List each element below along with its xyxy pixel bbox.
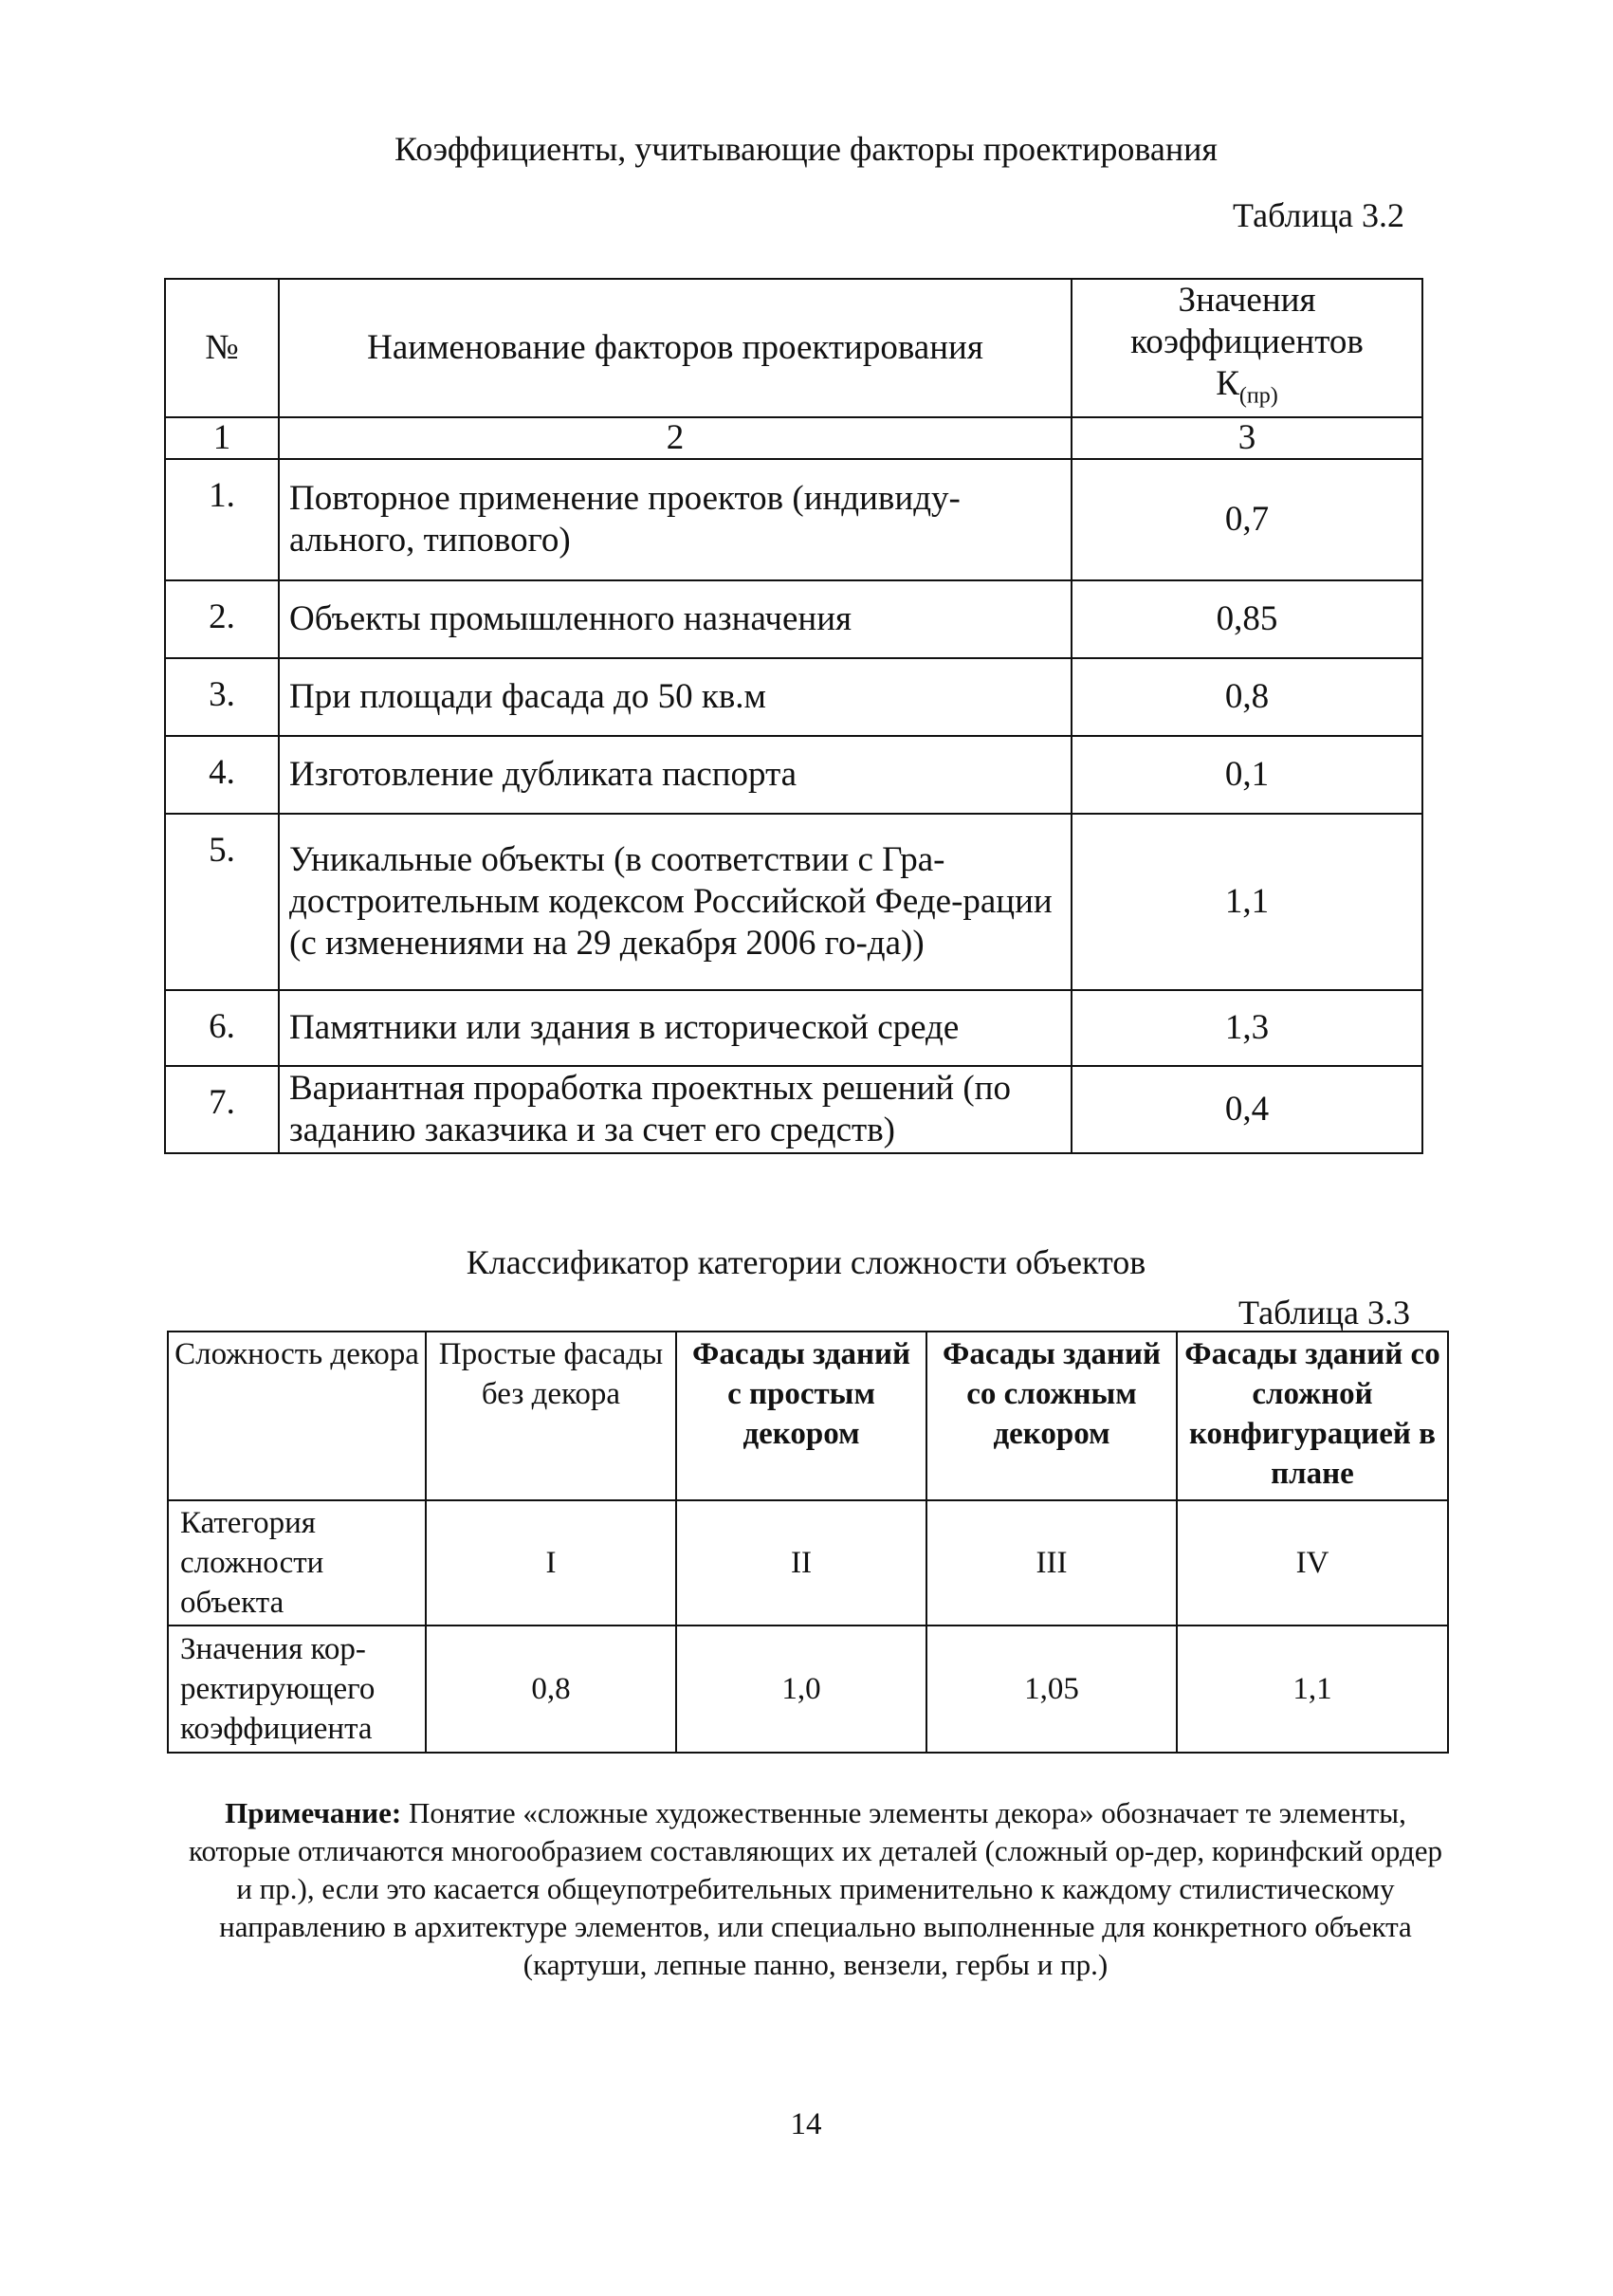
column-number: 2 xyxy=(279,417,1072,459)
header-column: Фасады зданий со сложной конфигурацией в плане xyxy=(1177,1332,1448,1500)
category-value: IV xyxy=(1177,1500,1448,1626)
row-no: 6. xyxy=(165,990,279,1066)
row-value: 0,85 xyxy=(1072,580,1422,658)
table2-header-row xyxy=(168,1332,1448,1500)
table1-title: Коэффициенты, учитывающие факторы проектирования xyxy=(394,130,1218,168)
coefficient-value: 1,1 xyxy=(1177,1626,1448,1753)
header-no: № xyxy=(165,279,279,417)
row-name: Повторное применение проектов (индивиду-ального, типового) xyxy=(279,459,1072,580)
table2-label: Таблица 3.3 xyxy=(1238,1294,1410,1332)
row-no: 2. xyxy=(165,580,279,658)
row-no: 5. xyxy=(165,814,279,990)
coefficient-value: 0,8 xyxy=(426,1626,676,1753)
coefficient-value: 1,0 xyxy=(676,1626,926,1753)
row-value: 0,7 xyxy=(1072,459,1422,580)
row-header-category: Категория сложности объекта xyxy=(168,1500,426,1626)
row-no: 7. xyxy=(165,1066,279,1153)
column-number: 3 xyxy=(1072,417,1422,459)
table-row xyxy=(165,580,1422,658)
row-value: 1,1 xyxy=(1072,814,1422,990)
table1-header-row xyxy=(165,279,1422,417)
note-label: Примечание: xyxy=(225,1796,402,1829)
table2-title: Классификатор категории сложности объектов xyxy=(466,1243,1146,1281)
table1-label: Таблица 3.2 xyxy=(1233,196,1404,234)
table-row xyxy=(165,736,1422,814)
header-column: Фасады зданий со сложным декором xyxy=(926,1332,1177,1500)
row-value: 0,4 xyxy=(1072,1066,1422,1153)
category-value: II xyxy=(676,1500,926,1626)
header-column: Простые фасады без декора xyxy=(426,1332,676,1500)
header-value-line2: коэффициентов xyxy=(1130,322,1364,361)
table-row xyxy=(165,658,1422,736)
coefficient-value: 1,05 xyxy=(926,1626,1177,1753)
header-column: Фасады зданий с простым декором xyxy=(676,1332,926,1500)
row-name: Изготовление дубликата паспорта xyxy=(279,736,1072,814)
table1-column-numbers xyxy=(165,417,1422,459)
row-name: Объекты промышленного назначения xyxy=(279,580,1072,658)
table-row xyxy=(165,814,1422,990)
row-value: 0,1 xyxy=(1072,736,1422,814)
row-no: 3. xyxy=(165,658,279,736)
row-no: 4. xyxy=(165,736,279,814)
header-value xyxy=(1072,279,1422,417)
row-name: Памятники или здания в исторической среде xyxy=(279,990,1072,1066)
column-number: 1 xyxy=(165,417,279,459)
table-row xyxy=(165,1066,1422,1153)
table-row xyxy=(168,1626,1448,1753)
category-value: I xyxy=(426,1500,676,1626)
category-value: III xyxy=(926,1500,1177,1626)
page-number: 14 xyxy=(790,2107,822,2141)
table-row xyxy=(168,1500,1448,1626)
header-value-line1: Значения xyxy=(1178,281,1316,320)
row-name: При площади фасада до 50 кв.м xyxy=(279,658,1072,736)
row-value: 0,8 xyxy=(1072,658,1422,736)
row-no: 1. xyxy=(165,459,279,580)
note-text: Понятие «сложные художественные элементы декора» обозначает те элементы, которые отличаются многообразием составляющих их деталей (сложный ор-дер, коринфский ордер и пр.), если это касается общеупотребительных применительно к каждому стилистическому направлению в архитектуре элементов, или специально выполненные для конкретного объекта (картуши, лепные панно, вензели, гербы и пр.) xyxy=(188,1796,1443,1981)
row-value: 1,3 xyxy=(1072,990,1422,1066)
header-name: Наименование факторов проектирования xyxy=(279,279,1072,417)
header-value-k: К xyxy=(1216,364,1239,403)
header-value-subscript: (пр) xyxy=(1238,383,1278,409)
table-row xyxy=(165,459,1422,580)
header-value-symbol xyxy=(1082,363,1412,416)
row-header-coefficient: Значения кор-ректирующего коэффициента xyxy=(168,1626,426,1753)
design-factors-table xyxy=(164,278,1423,1154)
row-name: Уникальные объекты (в соответствии с Гра-достроительным кодексом Российской Феде-рации (с изменениями на 29 декабря 2006 го-да)) xyxy=(279,814,1072,990)
header-decor-complexity: Сложность декора xyxy=(168,1332,426,1500)
complexity-classifier-table xyxy=(167,1331,1449,1754)
row-name: Вариантная проработка проектных решений (по заданию заказчика и за счет его средств) xyxy=(279,1066,1072,1153)
note xyxy=(180,1794,1451,1984)
table-row xyxy=(165,990,1422,1066)
